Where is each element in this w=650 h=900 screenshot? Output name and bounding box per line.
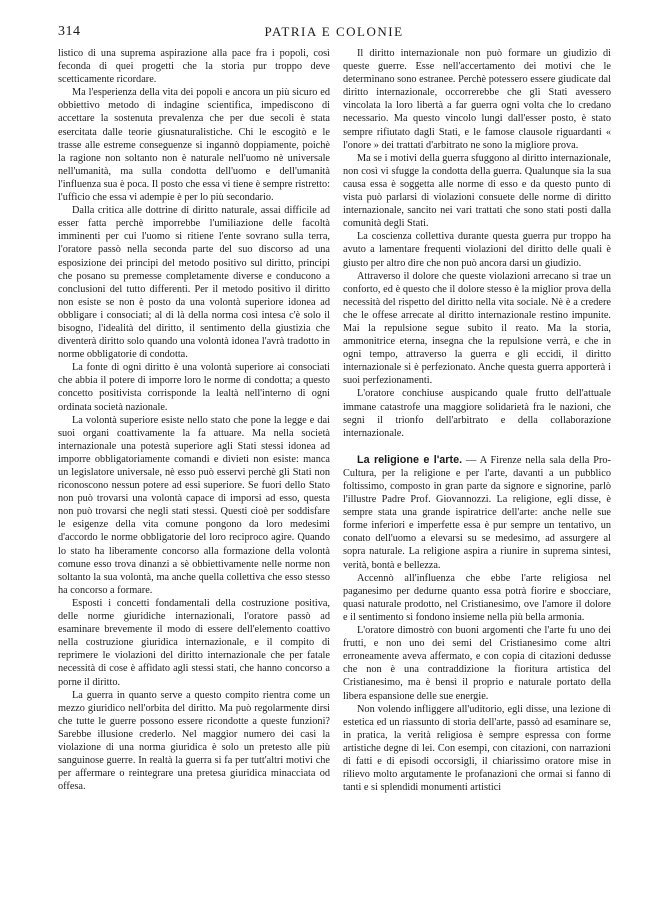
paragraph: Non volendo infliggere all'uditorio, egli disse, una lezione di estetica ed un riassunto di storia dell'arte, passò ad esaminare se, in pratica, la verità religiosa è sempre espressa con forme artistiche degne di lei. Con esempi, con citazioni, con narrazioni di fatti e di episodi occorsigli, il chiarissimo oratore mise in rilievo molto argutamente le profanazioni che ormai si fanno di tanti e si splendidi monumenti artistici bbox=[343, 703, 611, 794]
paragraph: La volontà superiore esiste nello stato che pone la legge e dai suoi organi coattivamente la fa attuare. Ma nella società internazionale una potestà superiore agli Stati stessi idonea ad imporre obbligatoriamente comandi e divieti non esiste: manca un legislatore universale, nè esso può esservi perchè gli Stati non riconoscono nessun potere ad essi superiore. Se fuori dello Stato non può trovarsi una volontà capace di imporsi ad esso, questa non può trovarsi che negli stati stessi. Questi cioè per soddisfare le esigenze della vita comune pongono da loro medesimi d'accordo le norme obbligatorie del loro reciproco agire. Quando lo stato ha liberamente concorso alla formazione della volontà comune esso trova dinanzi a sè obbiettivamente nelle norme non soltanto la sua volontà, ma anche quella collettiva che esso stesso ha concorso a formare. bbox=[58, 414, 330, 596]
paragraph: Accennò all'influenza che ebbe l'arte religiosa nel paganesimo per dedurne quanto essa potrà fiorire e sbocciare, quasi naturale prodotto, nel Cristianesimo, ove l'amore il dolore e il sentimento si fondono insieme nella più bella armonia. bbox=[343, 572, 611, 623]
paragraph: Attraverso il dolore che queste violazioni arrecano si trae un conforto, ed è questo che il dolore stesso è la miglior prova della necessità del rispetto del diritto nella vita sociale. Nè è a credere che le offese arrecate al diritto internazionale restino impunite. Mai la repulsione segue subito il reato. Ma la storia, ammonitrice eterna, insegna che la repulsione verrà, e che in ogni tempo, attraverso la guerra e gli eccidi, il diritto internazionale si è perfezionato. Anche questa guerra apporterà i suoi perfezionamenti. bbox=[343, 270, 611, 387]
running-title: PATRIA E COLONIE bbox=[264, 24, 404, 39]
section-spacer bbox=[343, 440, 611, 454]
section-paragraph-text: A Firenze nella sala della Pro-Cultura, per la religione e per l'arte, davanti a un pubblico foltissimo, composto in gran parte da signore e signorine, parlò l'illustre Padre Prof. Giovannozzi. La religione, egli disse, è sempre stata una grande ispiratrice dell'arte: anche nelle sue forme inferiori e imperfette essa è pur sempre un tentativo, un conato dell'uomo a elevarsi su se medesimo, ad assurgere al sopra naturale. La religione aspira a riunire in suprema sintesi, verità, bontà e bellezza. bbox=[343, 454, 611, 571]
paragraph: listico di una suprema aspirazione alla pace fra i popoli, così feconda di quei progetti che la storia pur troppo deve scetticamente ricordare. bbox=[58, 48, 330, 86]
page-number: 314 bbox=[58, 24, 81, 39]
section-title: La religione e l'arte. bbox=[357, 453, 463, 466]
paragraph: L'oratore dimostrò con buoni argomenti che l'arte fu uno dei frutti, e non uno dei semi del Cristianesimo come altri erroneamente aveva affermato, e con copia di citazioni dedusse che non è una contraddizione la fioritura artistica del Cristianesimo, ma è bensì il proprio e naturale portato della libera espansione delle sue energie. bbox=[343, 625, 611, 702]
paragraph: Ma se i motivi della guerra sfuggono al diritto internazionale, non così vi sfugge la condotta della guerra. Qualunque sia la sua causa essa è soggetta alle norme di esso e da questo punto di vista può parlarsi di violazioni consuete delle norme di diritto internazionale, sancito nei vari trattati che sono stati posti dalla comunità degli Stati. bbox=[343, 152, 611, 230]
section-first-paragraph bbox=[343, 454, 611, 572]
paragraph: Il diritto internazionale non può formare un giudizio di queste guerre. Esse nell'accertamento dei motivi che le determinano sono estranee. Perchè potessero essere giudicate dal diritto internazionale, occorrerebbe che gli Stati avessero vincolata la loro libertà a far guerra ogni volta che lo credano necessario. Ma questo vincolo lungi dall'esser posto, è stato sempre rifiutato dagli Stati, e le famose clausole riguardanti « l'onore » dei trattati d'arbitrato ne sono la migliore prova. bbox=[343, 48, 611, 151]
section-dash: — bbox=[462, 454, 480, 466]
paragraph: Ma l'esperienza della vita dei popoli e ancora un più sicuro ed obbiettivo metodo di indagine scientifica, impediscono di accettare la sostenuta prevalenza che per due secoli è stata esercitata dalle teorie giusnaturalistiche. Chi le escogitò e le trasse alle estreme conseguenze si ingannò doppiamente, poichè la ragione non soltanto non è naturale nell'uomo nè universale nell'umanità, ma sulla condotta dell'uomo e dell'umanità l'influenza sua è poca. Il posto che essa vi tiene è sempre ristretto: l'ufficio che essa vi adempie è per lo più secondario. bbox=[58, 87, 330, 204]
paragraph: L'oratore conchiuse auspicando quale frutto dell'attuale immane catastrofe una maggiore solidarietà fra le nazioni, che segni il trionfo dell'arbitrato e della collaborazione internazionale. bbox=[343, 388, 611, 439]
paragraph: La guerra in quanto serve a questo compito rientra come un mezzo giuridico nell'orbita del diritto. Ma può regolarmente dirsi che tutte le guerre possono essere ricondotte a queste funzioni? Sarebbe illusione crederlo. Nel maggior numero dei casi la violazione di una norma giuridica è solo un pretesto alle più sanguinose guerre. In realtà la guerra si fa per tutt'altri motivi che per affermare o reintegrare una pretesa giuridica minacciata od offesa. bbox=[58, 689, 330, 793]
right-column bbox=[343, 47, 611, 794]
page-header bbox=[58, 24, 610, 42]
left-column bbox=[58, 47, 330, 793]
paragraph: La fonte di ogni diritto è una volontà superiore ai consociati che abbia il potere di imporre loro le norme di condotta; a questo concetto positivista corrisponde la lealtà nell'interno di ogni ordinata società nazionale. bbox=[58, 362, 330, 413]
paragraph: La coscienza collettiva durante questa guerra pur troppo ha avuto a lamentare frequenti violazioni del diritto delle quali è giusto per altro dire che non può ancora darsi un giudizio. bbox=[343, 231, 611, 269]
paragraph: Dalla critica alle dottrine di diritto naturale, assai difficile ad esser fatta perchè imporrebbe l'umiliazione delle facoltà imminenti per cui l'uomo si ritiene l'ente sovrano sulla terra, l'oratore passò nella seconda parte del suo discorso ad una esposizione dei principi del metodo positivo sul diritto, principi che posano su premesse completamente diverse e conducono a conclusioni del tutto differenti. Per il metodo positivo il diritto non esiste se non è posto da una volontà superiore idonea ad obbligare i consociati; al di là della norma così intesa c'è solo il bisogno, l'idealità del diritto, il sentimento della giustizia che diventerà diritto solo quando una volontà idonea l'avrà tradotto in norme obbligatorie di condotta. bbox=[58, 205, 330, 361]
paragraph: Esposti i concetti fondamentali della costruzione positiva, delle norme giuridiche internazionali, l'oratore passò ad esaminare brevemente il modo di essere dell'elemento coattivo nella costruzione giuridica internazionale, e il compito di reprimere le violazioni del diritto internazionale che per fatale necessità di cose è affidato agli stessi stati, che hanno concorso a porne il diritto. bbox=[58, 597, 330, 688]
